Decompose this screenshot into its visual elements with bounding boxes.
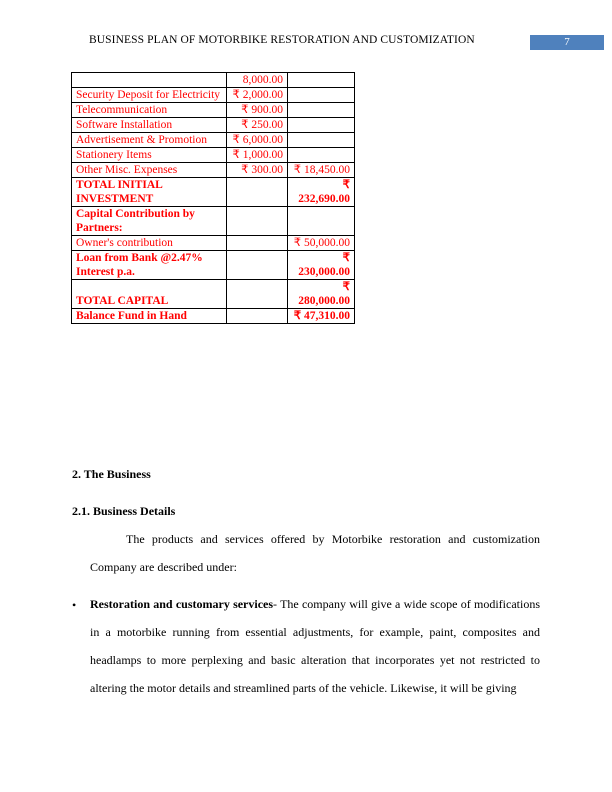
table-row [72,236,355,251]
row-total-cell [288,118,355,133]
table-row [72,251,355,280]
intro-paragraph [90,525,540,581]
row-label-cell [72,73,227,88]
row-amount-cell [227,251,288,280]
table-row [72,148,355,163]
table-row [72,103,355,118]
section-heading: 2. The Business [72,467,151,481]
row-label-cell: TOTAL CAPITAL [72,280,227,309]
row-amount-cell: ₹ 1,000.00 [227,148,288,163]
table-row [72,118,355,133]
row-amount-cell: ₹ 6,000.00 [227,133,288,148]
row-amount-cell: ₹ 300.00 [227,163,288,178]
row-amount-cell: 8,000.00 [227,73,288,88]
row-total-cell: ₹ 18,450.00 [288,163,355,178]
page-number-badge: 7 [530,35,604,50]
table-row [72,207,355,236]
row-total-cell [288,88,355,103]
row-total-cell: ₹ 50,000.00 [288,236,355,251]
investment-table [71,72,355,324]
row-total-cell: ₹ 230,000.00 [288,251,355,280]
table-row [72,163,355,178]
table-row [72,133,355,148]
bullet-paragraph [90,590,540,702]
row-amount-cell [227,236,288,251]
running-header-title: BUSINESS PLAN OF MOTORBIKE RESTORATION AND CUSTOMIZATION [89,34,475,46]
table-row [72,73,355,88]
row-total-cell [288,73,355,88]
row-label-cell: Stationery Items [72,148,227,163]
row-total-cell [288,148,355,163]
row-label-cell: TOTAL INITIAL INVESTMENT [72,178,227,207]
row-total-cell [288,207,355,236]
row-label-cell: Software Installation [72,118,227,133]
intro-text: The products and services offered by Motorbike restoration and customization Company are described under: [90,532,540,574]
row-amount-cell [227,207,288,236]
table-row [72,280,355,309]
row-amount-cell: ₹ 900.00 [227,103,288,118]
row-total-cell [288,133,355,148]
row-amount-cell [227,309,288,324]
row-total-cell: ₹ 280,000.00 [288,280,355,309]
row-label-cell: Balance Fund in Hand [72,309,227,324]
row-label-cell: Capital Contribution by Partners: [72,207,227,236]
row-amount-cell [227,280,288,309]
table-row [72,178,355,207]
row-label-cell: Advertisement & Promotion [72,133,227,148]
row-total-cell: ₹ 47,310.00 [288,309,355,324]
table-row [72,309,355,324]
bullet-title: Restoration and customary services [90,597,274,611]
row-total-cell [288,103,355,118]
subsection-heading: 2.1. Business Details [72,504,176,518]
row-total-cell: ₹ 232,690.00 [288,178,355,207]
row-label-cell: Owner's contribution [72,236,227,251]
row-amount-cell: ₹ 2,000.00 [227,88,288,103]
table-row [72,88,355,103]
row-label-cell: Security Deposit for Electricity [72,88,227,103]
row-amount-cell: ₹ 250.00 [227,118,288,133]
bullet-text: - The company will give a wide scope of modifications in a motorbike running from essential adjustments, for example, paint, composites and headlamps to more perplexing and basic alteration that incorporates yet not restricted to altering the motor details and streamlined parts of the vehicle. Likewise, it will be giving [90,597,540,695]
row-label-cell: Telecommunication [72,103,227,118]
row-label-cell: Other Misc. Expenses [72,163,227,178]
row-amount-cell [227,178,288,207]
bullet-marker: • [72,598,77,612]
row-label-cell: Loan from Bank @2.47% Interest p.a. [72,251,227,280]
